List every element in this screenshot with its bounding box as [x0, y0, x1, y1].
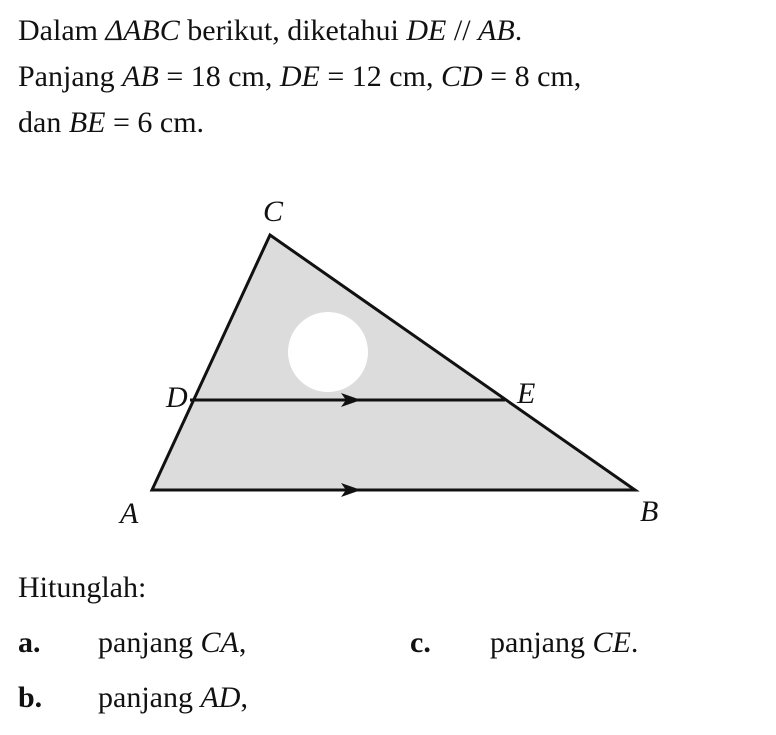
text: . [514, 14, 523, 47]
question-a [18, 615, 246, 670]
questions-section [18, 560, 768, 725]
questions-heading: Hitunglah: [18, 571, 147, 604]
white-blob [288, 312, 368, 392]
segment-de: DE [279, 60, 320, 93]
length-be: = 6 cm. [105, 106, 205, 139]
vertex-label-d: D [166, 381, 188, 414]
questions-heading-row [18, 560, 768, 615]
question-segment: CA [200, 626, 239, 659]
question-punct: . [630, 626, 639, 659]
problem-statement [18, 8, 768, 146]
text: dan [18, 106, 69, 139]
question-letter: a. [18, 626, 41, 659]
question-text: panjang [98, 626, 201, 659]
question-letter: c. [410, 626, 431, 659]
vertex-label-a: A [120, 497, 139, 530]
triangle-diagram [0, 185, 776, 545]
vertex-label-e: E [517, 377, 536, 410]
triangle-abc [152, 235, 635, 490]
triangle-figure [0, 185, 776, 545]
problem-line-1 [18, 8, 768, 54]
questions-row-2 [18, 670, 768, 725]
question-b [18, 670, 248, 725]
question-text: panjang [98, 681, 201, 714]
question-punct: , [238, 626, 247, 659]
triangle-name: ΔABC [105, 14, 180, 47]
segment-ab: AB [478, 14, 515, 47]
segment-ab: AB [122, 60, 159, 93]
parallel-symbol: // [446, 14, 479, 47]
vertex-label-b: B [640, 495, 659, 528]
questions-row-1 [18, 615, 768, 670]
question-segment: CE [592, 626, 631, 659]
problem-line-3 [18, 100, 768, 146]
vertex-label-c: C [263, 195, 284, 228]
segment-cd: CD [440, 60, 483, 93]
question-text: panjang [490, 626, 593, 659]
segment-de: DE [406, 14, 447, 47]
question-punct: , [240, 681, 248, 714]
segment-be: BE [68, 106, 106, 139]
question-letter: b. [18, 681, 43, 714]
text: berikut, diketahui [179, 14, 407, 47]
length-ab: = 18 cm, [158, 60, 280, 93]
problem-line-2 [18, 54, 768, 100]
text: Dalam [18, 14, 106, 47]
question-segment: AD [200, 681, 241, 714]
question-c [410, 615, 638, 670]
text: Panjang [18, 60, 123, 93]
length-de: = 12 cm, [319, 60, 441, 93]
length-cd: = 8 cm, [482, 60, 582, 93]
